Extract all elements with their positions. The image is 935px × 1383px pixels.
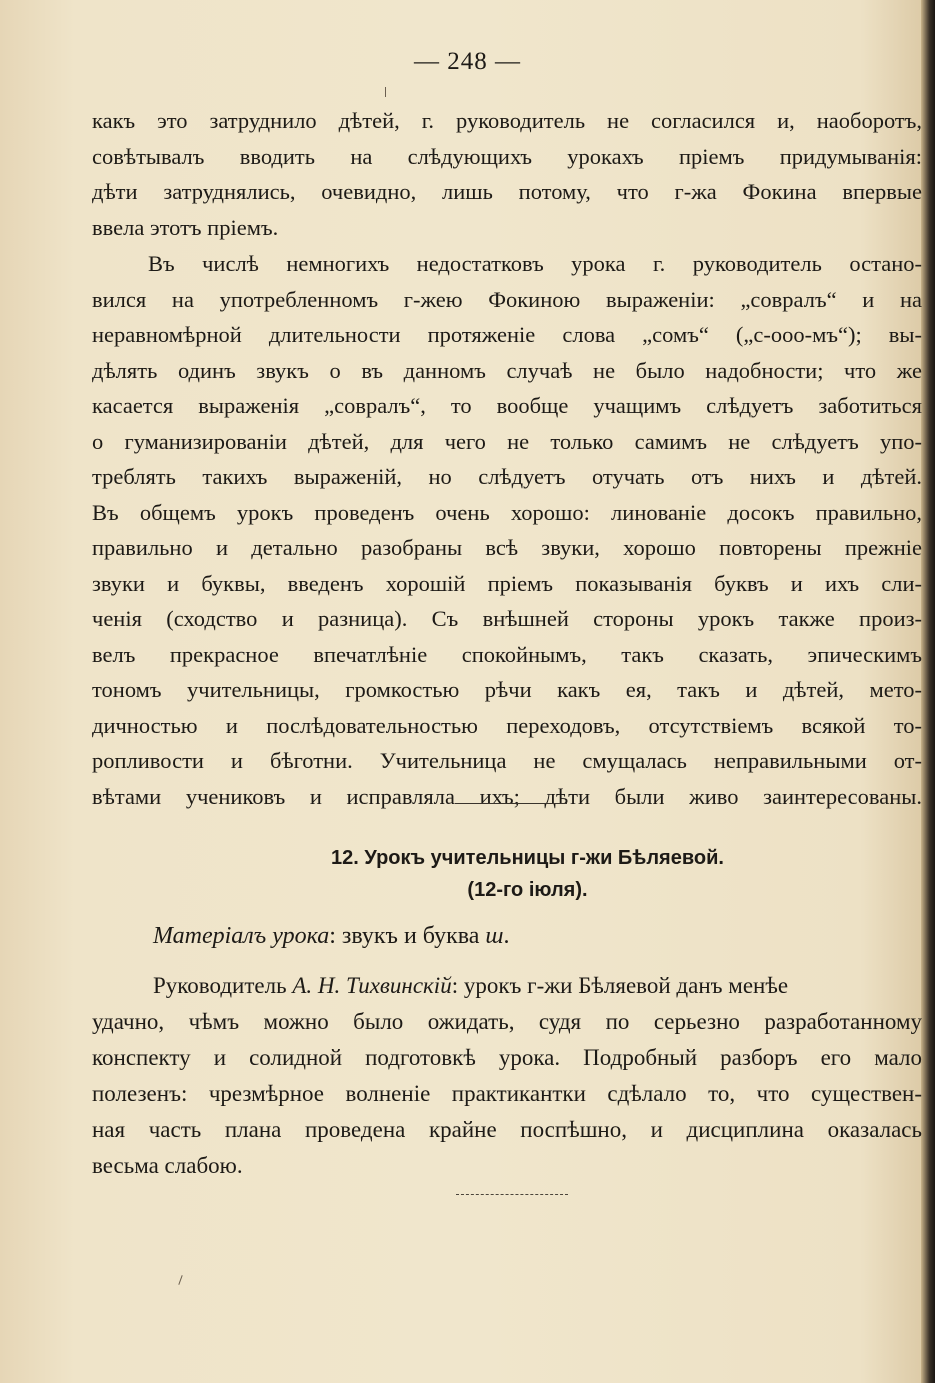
- text-line: ченія (сходство и разница). Съ внѣшней стороны урокъ также произ-: [92, 606, 922, 631]
- ink-mark: [178, 1275, 182, 1285]
- paragraph-supervisor: [92, 968, 922, 1184]
- material-letter: ш: [485, 923, 504, 949]
- text-line: треблять такихъ выраженій, но слѣдуетъ отучать отъ нихъ и дѣтей.: [92, 464, 922, 489]
- text-line: [92, 968, 922, 1004]
- text-line: ропливости и бѣготни. Учительница не смущалась неправильными от-: [92, 748, 922, 773]
- text-line: совѣтывалъ вводить на слѣдующихъ урокахъ пріемъ придумыванія:: [92, 143, 922, 169]
- paragraph-continuation: [92, 103, 922, 245]
- text-line: дѣлять одинъ звукъ о въ данномъ случаѣ не было надобности; что же: [92, 357, 922, 383]
- material-colon: :: [329, 923, 336, 949]
- text-line: Въ общемъ урокъ проведенъ очень хорошо: линованіе досокъ правильно,: [92, 499, 922, 525]
- supervisor-name: А. Н. Тихвинскій: [292, 973, 452, 998]
- end-divider: [456, 1194, 568, 1195]
- text-line: тономъ учительницы, громкостью рѣчи какъ ея, такъ и дѣтей, мето-: [92, 677, 922, 702]
- material-text: звукъ и буква: [335, 923, 486, 949]
- text-line: весьма слабою.: [92, 1153, 243, 1178]
- text-line: неравномѣрной длительности протяженіе слова „сомъ“ („с-ооо-мъ“); вы-: [92, 322, 922, 347]
- material-label: Матеріалъ урока: [153, 923, 330, 949]
- text-line: какъ это затруднило дѣтей, г. руководитель не согласился и, наоборотъ,: [92, 108, 922, 133]
- text-line: дѣти затруднялись, очевидно, лишь потому, что г-жа Фокина впервые: [92, 179, 922, 204]
- text-line: велъ прекрасное впечатлѣніе спокойнымъ, такъ сказать, эпическимъ: [92, 641, 922, 667]
- text-line: полезенъ: чрезмѣрное волненіе практикантки сдѣлало то, что существен-: [92, 1081, 922, 1106]
- ink-mark: [385, 87, 386, 97]
- text-line: вѣтами учениковъ и исправляла ихъ; дѣти были живо заинтересованы.: [92, 783, 922, 809]
- text-line: ная часть плана проведена крайне поспѣшно, и дисциплина оказалась: [92, 1117, 922, 1142]
- text-line: ввела этотъ пріемъ.: [92, 214, 279, 240]
- section-date: (12-го іюля).: [467, 879, 588, 901]
- text-line: дичностью и послѣдовательностью переходовъ, отсутствіемъ всякой то-: [92, 712, 922, 738]
- lesson-material: [153, 923, 510, 950]
- text-line: Въ числѣ немногихъ недостатковъ урока г. руководитель остано-: [148, 251, 922, 276]
- text-line: вился на употребленномъ г-жею Фокиною выраженіи: „совралъ“ и на: [92, 286, 922, 312]
- material-end: .: [503, 923, 510, 949]
- section-divider: [455, 803, 567, 804]
- paragraph-review: [92, 246, 922, 814]
- page-edge-shadow: [921, 0, 935, 1383]
- page-number: — 248 —: [414, 48, 521, 75]
- text-line: о гуманизированіи дѣтей, для чего не только самимъ не слѣдуетъ упо-: [92, 428, 922, 454]
- text-line: правильно и детально разобраны всѣ звуки, хорошо повторены прежніе: [92, 535, 922, 560]
- text-line: звуки и буквы, введенъ хорошій пріемъ показыванія буквъ и ихъ сли-: [92, 570, 922, 596]
- text-line: конспекту и солидной подготовкѣ урока. Подробный разборъ его мало: [92, 1045, 922, 1070]
- supervisor-suffix: : урокъ г-жи Бѣляевой данъ менѣе: [451, 973, 789, 998]
- supervisor-prefix: Руководитель: [153, 973, 293, 998]
- text-line: касается выраженія „совралъ“, то вообще учащимъ слѣдуетъ заботиться: [92, 393, 922, 418]
- section-heading: 12. Урокъ учительницы г-жи Бѣляевой.: [331, 847, 724, 869]
- text-line: удачно, чѣмъ можно было ожидать, судя по серьезно разработанному: [92, 1009, 922, 1034]
